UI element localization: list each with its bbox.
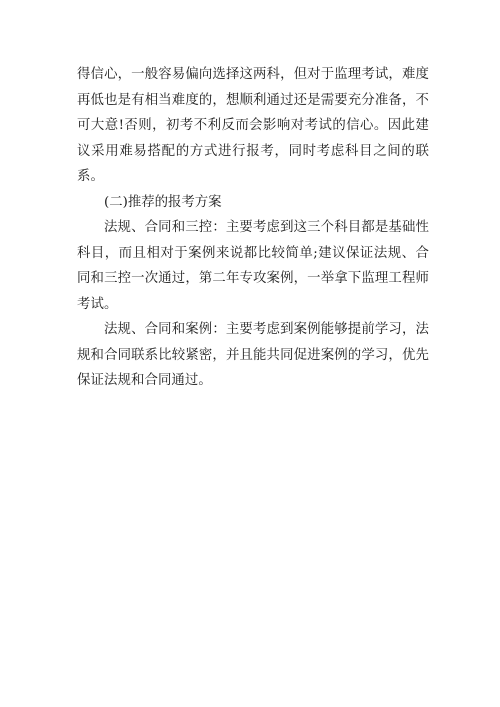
document-body: [77, 62, 429, 394]
paragraph-plan-laws-contracts-cases: 法规、合同和案例：主要考虑到案例能够提前学习，法规和合同联系比较紧密，并且能共同促进案例的学习，优先保证法规和合同通过。: [77, 322, 429, 388]
section-heading-recommended-plan: (二)推荐的报考方案: [104, 194, 222, 210]
paragraph-exam-strategy: 得信心，一般容易偏向选择这两科，但对于监理考试，难度再低也是有相当难度的，想顺利通过还是需要充分准备，不可大意!否则，初考不利反而会影响对考试的信心。因此建议采用难易搭配的方式进行报考，同时考虑科目之间的联系。: [77, 67, 429, 184]
paragraph-plan-laws-contracts-controls: 法规、合同和三控：主要考虑到这三个科目都是基础性科目，而且相对于案例来说都比较简单;建议保证法规、合同和三控一次通过，第二年专攻案例，一举拿下监理工程师考试。: [77, 220, 429, 312]
